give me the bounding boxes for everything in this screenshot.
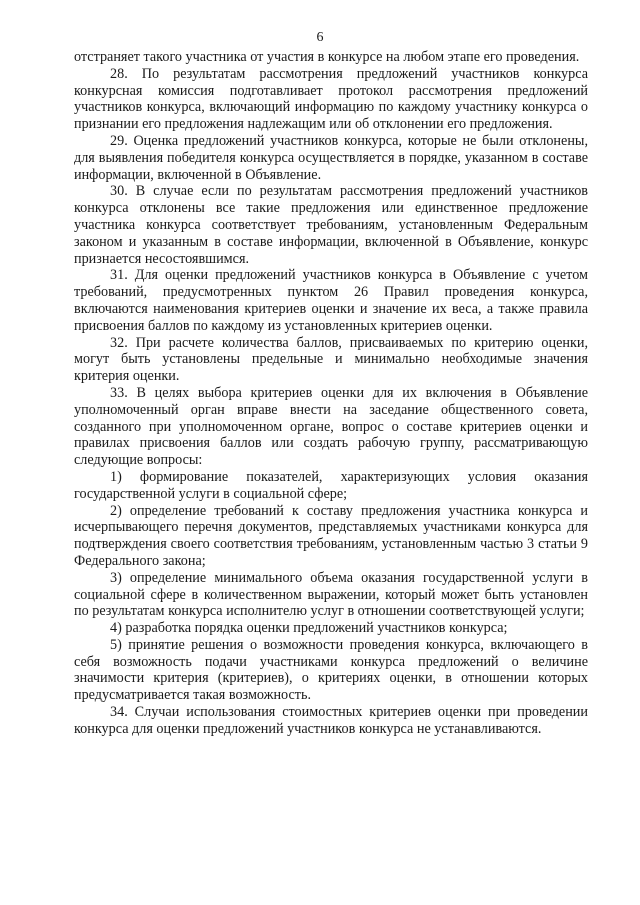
page-number: 6 xyxy=(316,30,324,45)
list-item-2: 2) определение требований к составу предложения участника конкурса и исчерпывающего перечня документов, представляемых участниками конкурса для подтверждения своего соответствия требованиям, установленным частью 3 статьи 9 Федерального закона; xyxy=(74,502,588,569)
paragraph-32: 32. При расчете количества баллов, присваиваемых по критерию оценки, могут быть установлены предельные и минимально необходимые значения критерия оценки. xyxy=(74,334,588,385)
list-item-1: 1) формирование показателей, характеризующих условия оказания государственной услуги в социальной сфере; xyxy=(74,468,588,502)
paragraph-continuation: отстраняет такого участника от участия в конкурсе на любом этапе его проведения. xyxy=(74,49,580,65)
paragraph-29: 29. Оценка предложений участников конкурса, которые не были отклонены, для выявления победителя конкурса осуществляется в порядке, указанном в составе информации, включенной в Объявление. xyxy=(74,132,588,183)
paragraph-30: 30. В случае если по результатам рассмотрения предложений участников конкурса отклонены все такие предложения или единственное предложение участника конкурса соответствует требованиям, установленным Федеральным законом и указанным в составе информации, включенной в Объявление, конкурс признается несостоявшимся. xyxy=(74,183,588,267)
list-item-5: 5) принятие решения о возможности проведения конкурса, включающего в себя возможность подачи участниками конкурса предложений о величине значимости критерия (критериев), о критериях оценки, в отношении которых предусматривается такая возможность. xyxy=(74,636,588,704)
document-body xyxy=(74,49,588,738)
paragraph-34: 34. Случаи использования стоимостных критериев оценки при проведении конкурса для оценки предложений участников конкурса не устанавливаются. xyxy=(74,704,588,737)
paragraph-31: 31. Для оценки предложений участников конкурса в Объявление с учетом требований, предусмотренных пунктом 26 Правил проведения конкурса, включаются наименования критериев оценки и значение их веса, а также правила присвоения баллов по каждому из установленных критериев оценки. xyxy=(74,267,588,334)
paragraph-28: 28. По результатам рассмотрения предложений участников конкурса конкурсная комиссия подготавливает протокол рассмотрения предложений участников конкурса, включающий информацию по каждому участнику конкурса о признании его предложения надлежащим или об отклонении его предложения. xyxy=(74,65,588,133)
paragraph-33: 33. В целях выбора критериев оценки для их включения в Объявление уполномоченный орган вправе внести на заседание общественного совета, созданного при уполномоченном органе, вопрос о составе критериев оценки и правилах присвоения баллов или создать рабочую группу, рассматривающую следующие вопросы: xyxy=(74,384,588,469)
list-item-4: 4) разработка порядка оценки предложений участников конкурса; xyxy=(110,620,508,637)
list-item-3: 3) определение минимального объема оказания государственной услуги в социальной сфере в количественном выражении, который может быть установлен по результатам конкурса исполнителю услуг в отношении соответствующей услуги; xyxy=(74,569,588,620)
